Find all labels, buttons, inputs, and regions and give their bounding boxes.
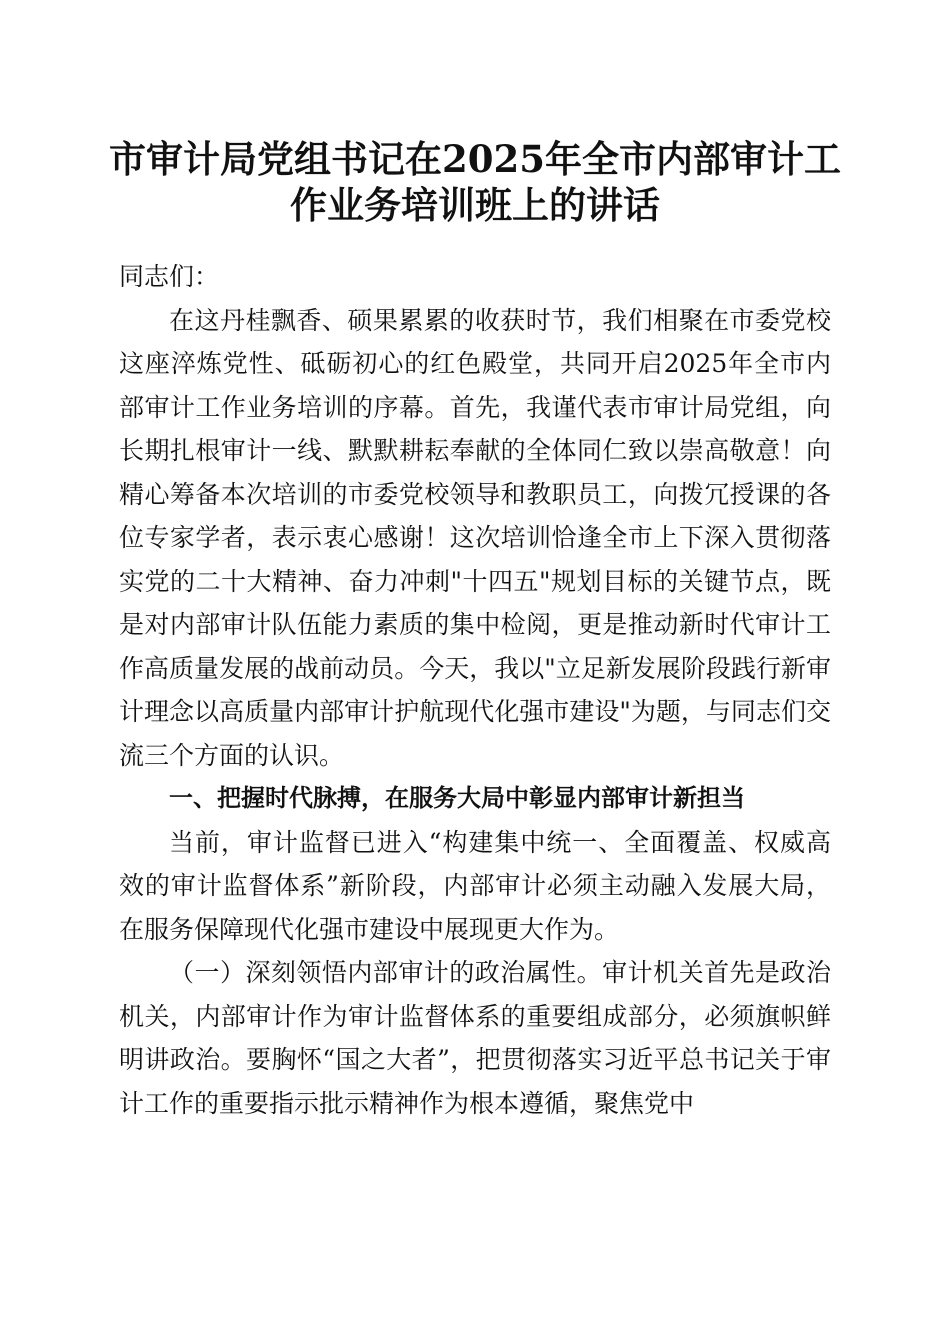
section-heading-1: 一、把握时代脉搏，在服务大局中彰显内部审计新担当 [169,784,745,812]
document-body [119,255,831,1125]
title-line-2: 作业务培训班上的讲话 [290,183,660,227]
title-line-1: 市审计局党组书记在2025年全市内部审计工 [109,137,841,181]
salutation: 同志们： [119,262,220,291]
body-paragraph-2: （一）深刻领悟内部审计的政治属性。审计机关首先是政治机关，内部审计作为审计监督体系的重要组成部分，必须旗帜鲜明讲政治。要胸怀“国之大者”，把贯彻落实习近平总书记关于审计工作的重要指示批示精神作为根本遵循，聚焦党中 [119,958,831,1118]
body-paragraph-1: 当前，审计监督已进入“构建集中统一、全面覆盖、权威高效的审计监督体系”新阶段，内部审计必须主动融入发展大局，在服务保障现代化强市建设中展现更大作为。 [119,827,831,944]
intro-paragraph: 在这丹桂飘香、硕果累累的收获时节，我们相聚在市委党校这座淬炼党性、砥砺初心的红色殿堂，共同开启2025年全市内部审计工作业务培训的序幕。首先，我谨代表市审计局党组，向长期扎根审计一线、默默耕耘奉献的全体同仁致以崇高敬意！向精心筹备本次培训的市委党校领导和教职员工，向拨冗授课的各位专家学者，表示衷心感谢！这次培训恰逢全市上下深入贯彻落实党的二十大精神、奋力冲刺"十四五"规划目标的关键节点，既是对内部审计队伍能力素质的集中检阅，更是推动新时代审计工作高质量发展的战前动员。今天，我以"立足新发展阶段践行新审计理念以高质量内部审计护航现代化强市建设"为题，与同志们交流三个方面的认识。 [119,305,831,770]
document-title [100,136,850,228]
